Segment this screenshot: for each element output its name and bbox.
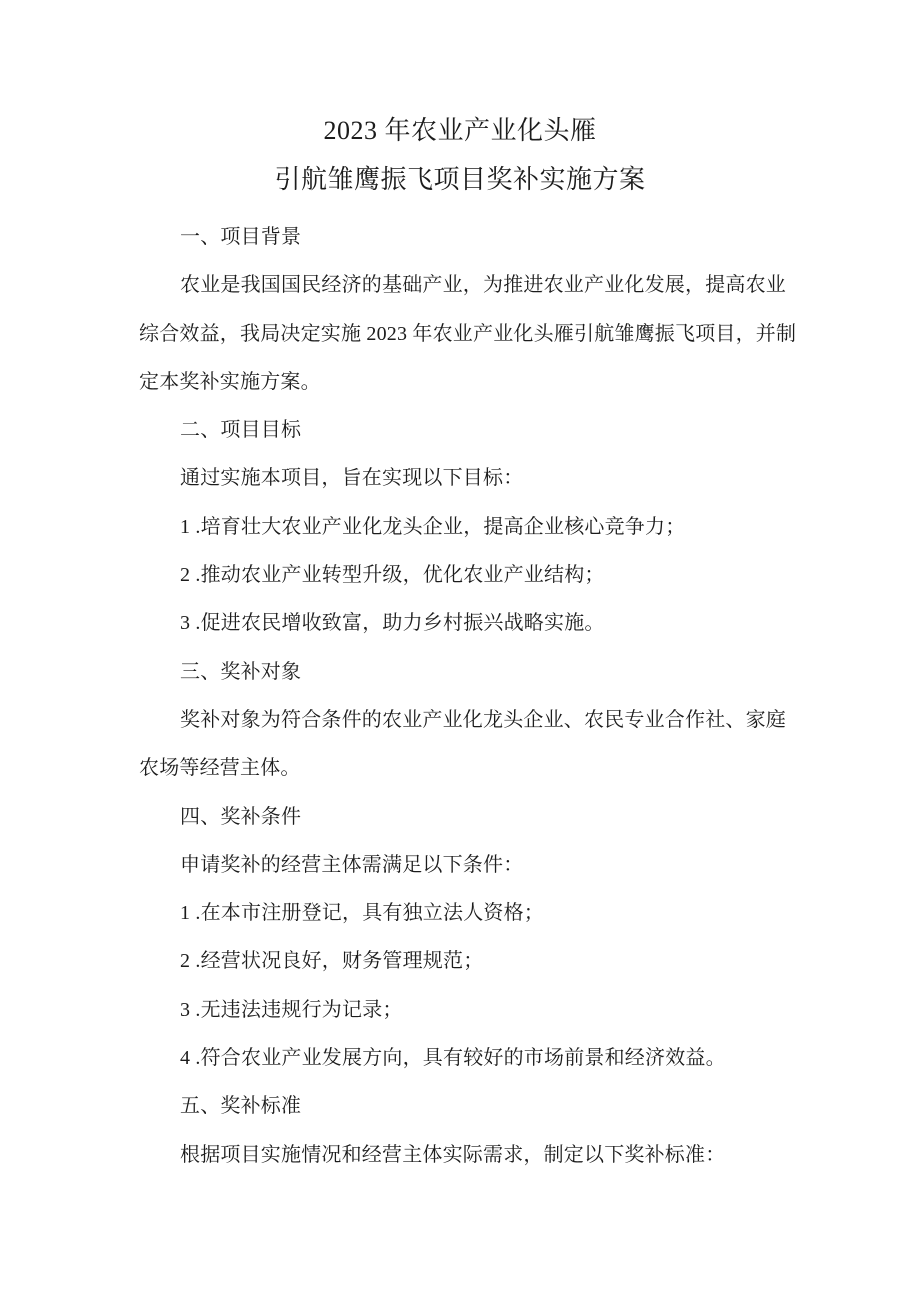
paragraph-line: 奖补对象为符合条件的农业产业化龙头企业、农民专业合作社、家庭	[180, 708, 786, 731]
list-item-line: 2 .经营状况良好，财务管理规范；	[180, 950, 484, 973]
list-item-line: 1 .培育壮大农业产业化龙头企业，提高企业核心竞争力；	[180, 515, 686, 538]
paragraph-line: 通过实施本项目，旨在实现以下目标：	[180, 467, 524, 490]
paragraph-line: 农业是我国国民经济的基础产业，为推进农业产业化发展，提高农业	[180, 274, 786, 297]
title-line-2: 引航雏鹰振飞项目奖补实施方案	[274, 165, 646, 194]
section-heading-2: 二、项目目标	[180, 419, 302, 442]
document-body	[139, 213, 920, 1179]
paragraph-line: 根据项目实施情况和经营主体实际需求，制定以下奖补标准：	[180, 1143, 726, 1166]
paragraph-line: 申请奖补的经营主体需满足以下条件：	[180, 853, 524, 876]
paragraph-line: 综合效益，我局决定实施 2023 年农业产业化头雁引航雏鹰振飞项目，并制	[139, 322, 797, 345]
paragraph-line: 定本奖补实施方案。	[139, 370, 321, 393]
list-item-line: 1 .在本市注册登记，具有独立法人资格；	[180, 902, 544, 925]
paragraph-line: 农场等经营主体。	[139, 757, 301, 780]
section-heading-3: 三、奖补对象	[180, 660, 302, 683]
list-item-line: 3 .促进农民增收致富，助力乡村振兴战略实施。	[180, 612, 605, 635]
section-heading-5: 五、奖补标准	[180, 1095, 302, 1118]
document-title	[0, 106, 920, 204]
list-item-line: 2 .推动农业产业转型升级，优化农业产业结构；	[180, 564, 605, 587]
title-line-1: 2023 年农业产业化头雁	[323, 116, 597, 145]
section-heading-1: 一、项目背景	[180, 226, 302, 248]
list-item-line: 4 .符合农业产业发展方向，具有较好的市场前景和经济效益。	[180, 1047, 726, 1070]
list-item-line: 3 .无违法违规行为记录；	[180, 998, 403, 1021]
section-heading-4: 四、奖补条件	[180, 805, 302, 828]
